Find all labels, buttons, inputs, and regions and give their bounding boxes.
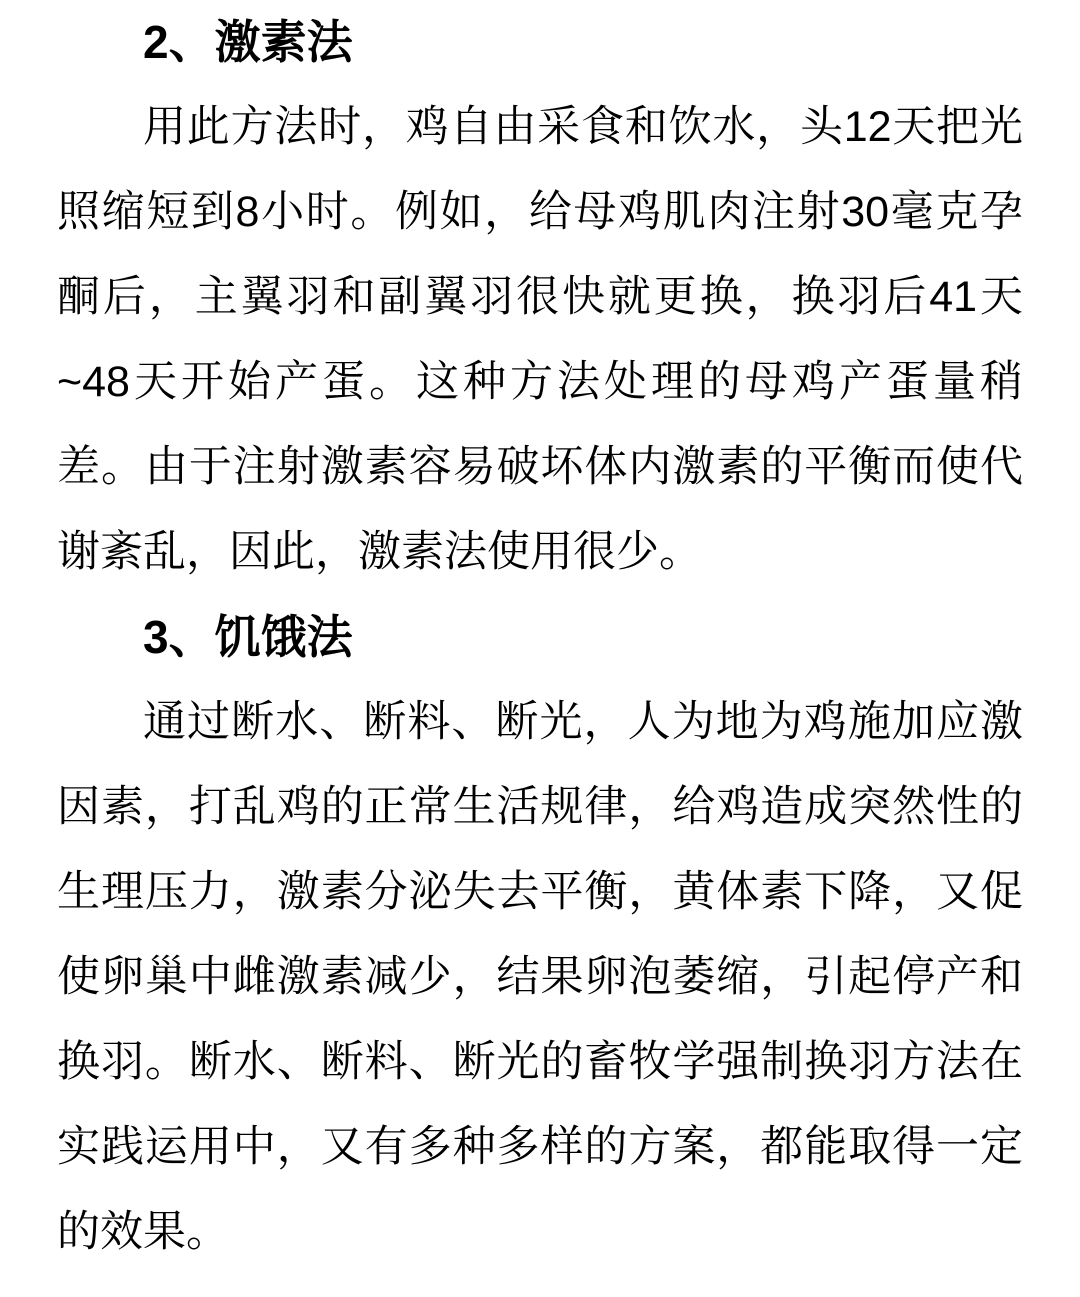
section-hormone-method xyxy=(57,0,1023,595)
text-line: 因素，打乱鸡的正常生活规律，给鸡造成突然性的 xyxy=(57,783,1023,831)
paragraph xyxy=(57,85,1023,595)
text-line: 使卵巢中雌激素减少，结果卵泡萎缩，引起停产和 xyxy=(57,953,1023,1001)
text-line: 照缩短到8小时。例如，给母鸡肌肉注射30毫克孕 xyxy=(57,188,1023,236)
text-line: ~48天开始产蛋。这种方法处理的母鸡产蛋量稍 xyxy=(57,358,1023,406)
text-line: 酮后，主翼羽和副翼羽很快就更换，换羽后41天 xyxy=(57,273,1023,321)
text-line: 差。由于注射激素容易破坏体内激素的平衡而使代 xyxy=(57,443,1023,491)
text-line: 谢紊乱，因此，激素法使用很少。 xyxy=(57,528,702,576)
text-line: 生理压力，激素分泌失去平衡，黄体素下降，又促 xyxy=(57,868,1023,916)
section-heading: 3、饥饿法 xyxy=(143,611,353,663)
text-line: 换羽。断水、断料、断光的畜牧学强制换羽方法在 xyxy=(57,1038,1023,1086)
text-line: 通过断水、断料、断光，人为地为鸡施加应激 xyxy=(143,698,1023,746)
section-heading: 2、激素法 xyxy=(143,16,353,68)
text-line: 用此方法时，鸡自由采食和饮水，头12天把光 xyxy=(143,103,1023,151)
paragraph xyxy=(57,680,1023,1275)
text-line: 实践运用中，又有多种多样的方案，都能取得一定 xyxy=(57,1123,1023,1171)
section-starvation-method xyxy=(57,595,1023,1275)
text-line: 的效果。 xyxy=(57,1208,229,1256)
